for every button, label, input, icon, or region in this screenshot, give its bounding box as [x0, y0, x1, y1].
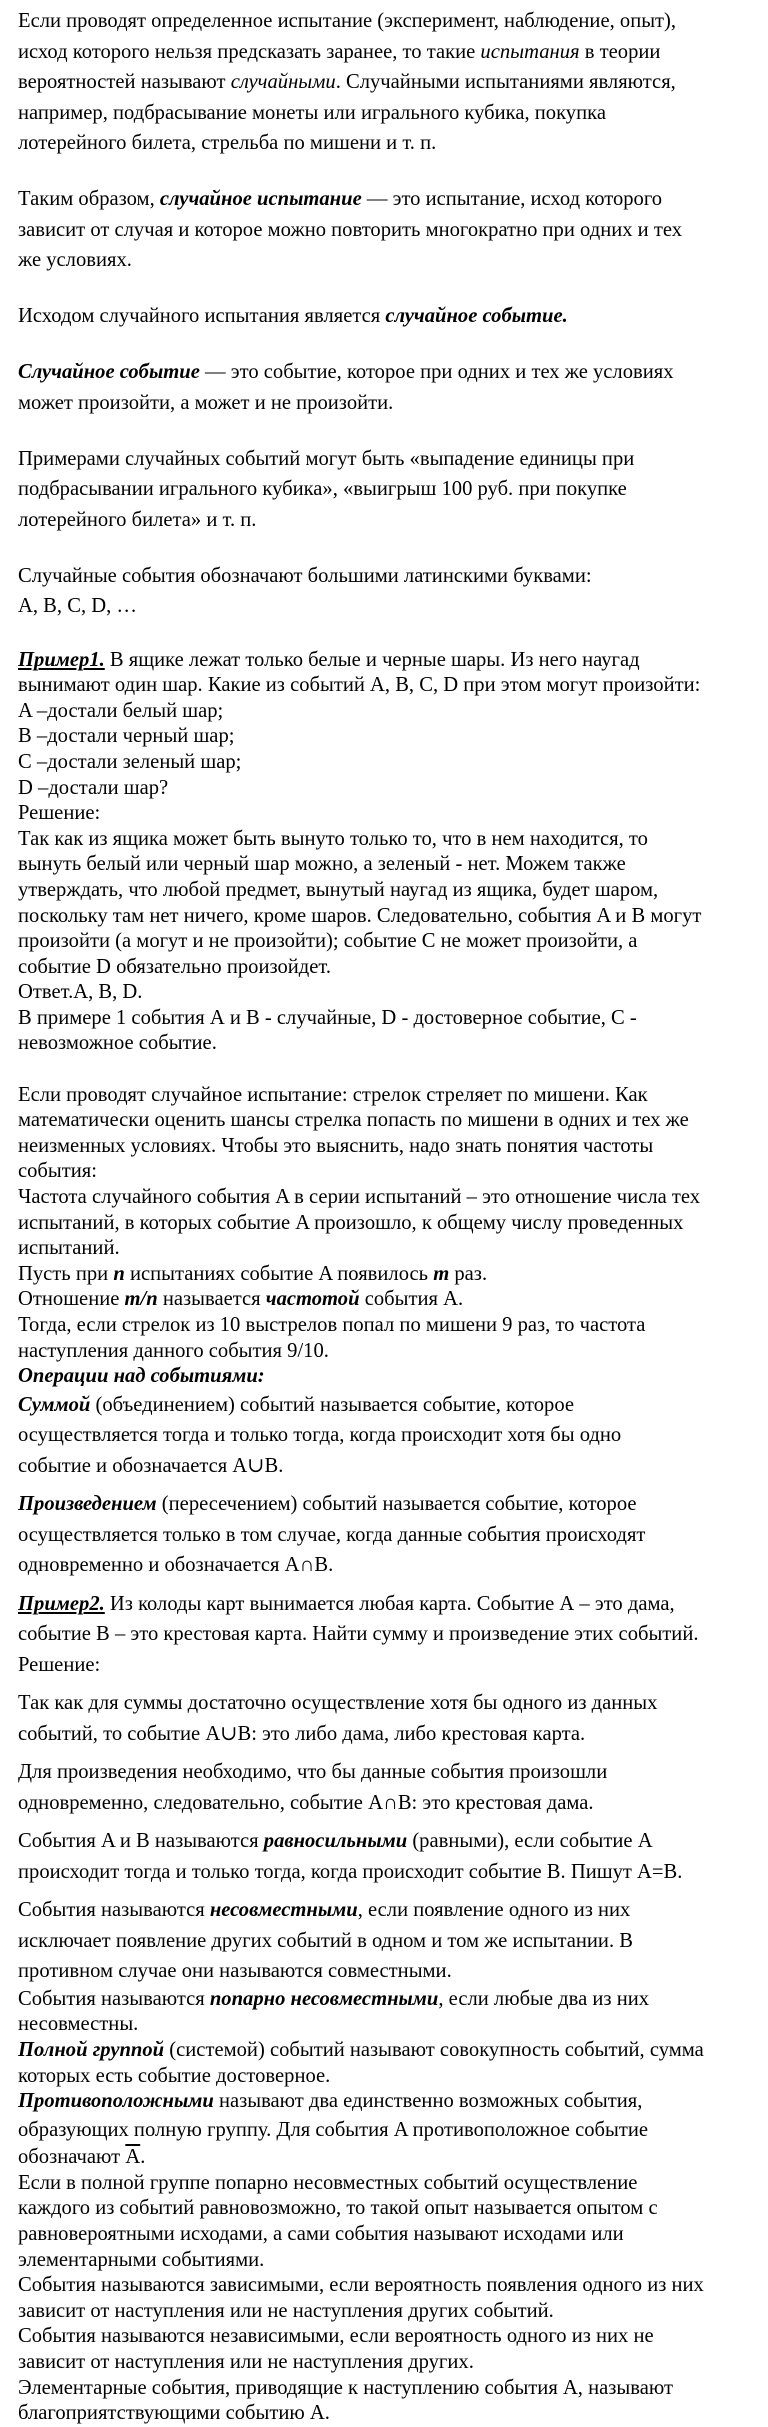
body-text: . Случайными испытаниями являются, например, подбрасывание монеты или игрального кубика, покупка лотерейного билета, стрельба по мишени и т. п. [18, 71, 676, 154]
paragraph [18, 2115, 764, 2146]
paragraph [18, 648, 764, 1058]
body-text: События называются [18, 1987, 210, 2010]
term-text: равносильными [263, 1830, 408, 1853]
body-text: события A. Тогда, если стрелок из 10 выстрелов попал по мишени 9 раз, то частота наступления данного события 9/10. [18, 1288, 646, 1362]
paragraph [18, 444, 764, 536]
paragraph [18, 1489, 764, 1581]
term-text: m/n [124, 1288, 158, 1311]
body-text: События называются [18, 1899, 210, 1922]
body-text: — это событие, которое при одних и тех же условиях может произойти, а может и не произойти. [18, 361, 674, 414]
body-text: Из колоды карт вынимается любая карта. Событие А – это дама, событие В – это крестовая карта. Найти сумму и произведение этих событий. Решение: [18, 1592, 699, 1676]
paragraph [18, 2145, 764, 2427]
term-text: Произведением [18, 1493, 157, 1516]
body-text: в теории вероятностей называют [18, 40, 661, 93]
term-text: несовместными [209, 1899, 358, 1922]
body-text: раз. Отношение [18, 1262, 488, 1311]
paragraph [18, 1826, 764, 1887]
body-text: испытания [480, 40, 580, 63]
body-text: Таким образом, [18, 188, 160, 211]
paragraph [18, 6, 764, 159]
body-text: Исходом случайного испытания является [18, 305, 386, 328]
body-text: $\overline{A}$ [125, 2146, 141, 2169]
term-text: Суммой [18, 1393, 91, 1416]
paragraph [18, 1895, 764, 1987]
term-text: n [113, 1262, 125, 1285]
body-text: В ящике лежат только белые и черные шары. Из него наугад вынимают один шар. Какие из событий A, B, C, D при этом могут произойти: A –достали белый шар; B –достали черный шар; C –достали зеленый шар; D –достали шар? Решение: Так как из ящика может быть вынуто только то, что в нем находится, то вынуть белый или черный шар можно, а зеленый - нет. Можем также утверждать, что любой предмет, вынутый наугад из ящика, будет шаром, поскольку там нет ничего, кроме шаров. Следовательно, события A и B могут произойти (а могут и не произойти); событие C не может произойти, а событие D обязательно произойдет. Ответ.A, B, D. В примере 1 события А и В - случайные, D - достоверное событие, С - невозможное событие. [18, 648, 702, 1055]
paragraph [18, 561, 764, 622]
term-text: Пример2. [18, 1592, 105, 1615]
term-text: частотой [265, 1288, 360, 1311]
term-text: случайное событие. [385, 305, 568, 328]
term-text: m [433, 1262, 450, 1285]
body-text: называется [157, 1288, 266, 1311]
paragraph [18, 1390, 764, 1482]
body-text: Случайные события обозначают большими латинскими буквами: A, B, C, D, … [18, 564, 592, 618]
body-text: Если проводят случайное испытание: стрелок стреляет по мишени. Как математически оценить шансы стрелка попасть по мишени в одних и тех же неизменных условиях. Чтобы это выяснить, надо знать понятия частоты события: Частота случайного события A в серии испытаний – это отношение числа тех испытаний, в которых событие A произошло, к общему числу проведенных испытаний. Пусть при [18, 1083, 701, 1285]
term-text: попарно несовместными [209, 1987, 439, 2010]
body-text: — это испытание, исход которого зависит от случая и которое можно повторить многократно при одних и тех же условиях. [18, 188, 683, 272]
body-text: Если проводят определенное испытание (эксперимент, наблюдение, опыт), исход которого нельзя предсказать заранее, то такие [18, 10, 677, 63]
paragraph [18, 1083, 764, 1390]
term-text: Противоположными [18, 2090, 214, 2113]
paragraph [18, 184, 764, 276]
paragraph [18, 1757, 764, 1818]
paragraph [18, 1589, 764, 1681]
body-text: (объединением) событий называется событие, которое осуществляется тогда и только тогда, когда происходит хотя бы одно событие и обозначается A∪B. [18, 1393, 622, 1477]
body-text: (системой) событий называют совокупность событий, сумма которых есть событие достоверное. [18, 2038, 704, 2087]
body-text: (пересечением) событий называется событие, которое осуществляется только в том случае, когда данные события происходят одновременно и обозначается A∩B. [18, 1493, 646, 1577]
paragraph [18, 1688, 764, 1749]
body-text: События A и B называются [18, 1830, 264, 1853]
term-text: Случайное событие [18, 361, 200, 384]
term-text: случайное испытание [159, 188, 362, 211]
term-text: Полной группой [18, 2038, 165, 2061]
term-text: Пример1. [18, 648, 105, 671]
term-text: Операции над событиями: [18, 1365, 265, 1388]
body-text: Для произведения необходимо, что бы данные события произошли одновременно, следовательно, событие A∩B: это крестовая дама. [18, 1761, 608, 1814]
body-text: , если любые два из них несовместны. [18, 1987, 650, 2036]
body-text: обозначают [18, 2146, 126, 2169]
body-text: (равными), если событие A происходит тогда и только тогда, когда происходит событие B. Пишут A=B. [18, 1830, 683, 1883]
body-text: случайными [230, 71, 336, 93]
paragraph [18, 301, 764, 332]
paragraph [18, 1987, 764, 2115]
body-text: называют два единственно возможных события, [213, 2090, 643, 2113]
body-text: . Если в полной группе попарно несовместных событий осуществление каждого из событий равновозможно, то такой опыт называется опытом с равновероятными исходами, а сами события называют исходами или элементарными событиями. События называются зависимыми, если вероятность появления одного из них зависит от наступления или не наступления других событий. События называются независимыми, если вероятность одного из них не зависит от наступления или не наступления других. Элементарные события, приводящие к наступлению события A, называют благоприятствующими событию A. [18, 2146, 704, 2425]
body-text: , если появление одного из них исключает появление других событий в одном и том же испытании. В противном случае они называются совместными. [18, 1899, 633, 1983]
body-text: образующих полную группу. Для события A противоположное событие [18, 2118, 649, 2141]
body-text: Так как для суммы достаточно осуществление хотя бы одного из данных событий, то событие A∪B: это либо дама, либо крестовая карта. [18, 1692, 658, 1745]
body-text: Примерами случайных событий могут быть «выпадение единицы при подбрасывании игрального кубика», «выигрыш 100 руб. при покупке лотерейного билета» и т. п. [18, 447, 635, 531]
paragraph [18, 357, 764, 418]
body-text: испытаниях событие A появилось [124, 1262, 434, 1285]
